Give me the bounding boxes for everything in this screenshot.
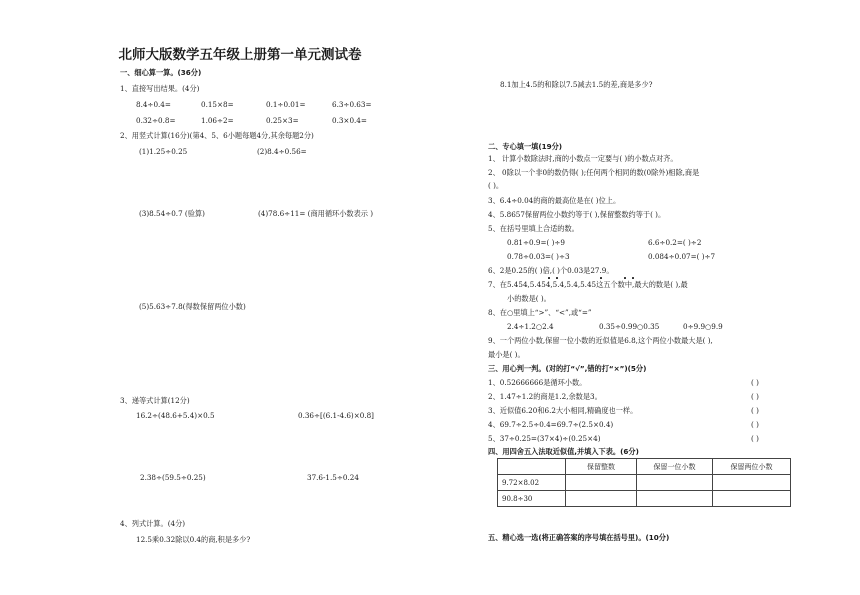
mental-calc-item: 0.3×0.4=	[332, 116, 367, 125]
approximation-table	[497, 458, 791, 507]
section-1-heading: 一、细心算一算。(36分)	[120, 68, 202, 77]
word-calc-item: 12.5乘0.32除以0.4的商,积是多少?	[136, 535, 251, 544]
repeat-dot	[632, 277, 634, 279]
compare-item: 0.35÷0.99○0.35	[599, 322, 660, 331]
judge-item: 3、近似值6.20和6.2大小相同,精确度也一样。	[488, 406, 638, 415]
section-2-heading: 二、专心填一填(19分)	[488, 142, 563, 151]
fill-question: 3、6.4÷0.04的商的最高位是在( )位上。	[488, 196, 621, 205]
fill-question: ( )。	[488, 181, 504, 190]
question-1-2: 2、用竖式计算(16分)(第4、5、6小题每题4分,其余每题2分)	[120, 131, 314, 140]
judge-item: 1、0.52666666是循环小数。	[488, 378, 587, 387]
vertical-calc-item: (1)1.25÷0.25	[139, 147, 188, 156]
fill-question: 4、5.8657保留两位小数约等于( ),保留整数约等于( )。	[488, 210, 666, 219]
fill-item: 0.81÷0.9=( )÷9	[507, 238, 565, 247]
judge-paren: ( )	[751, 406, 759, 415]
mental-calc-item: 0.1÷0.01=	[266, 100, 306, 109]
table-row-label: 90.8÷30	[498, 491, 566, 507]
judge-item: 5、37÷0.25=(37×4)÷(0.25×4)	[488, 434, 601, 443]
vertical-calc-item: (5)5.63÷7.8(得数保留两位小数)	[139, 302, 246, 311]
judge-paren: ( )	[751, 420, 759, 429]
answer-cell[interactable]	[637, 475, 713, 491]
fill-question: 7、在5.454,5.454,5.4,5.4,5.45这五个数中,最大的数是( ),最	[488, 280, 688, 289]
answer-cell[interactable]	[566, 475, 637, 491]
vertical-calc-item: (4)78.6÷11= (商用循环小数表示 )	[258, 209, 374, 218]
judge-item: 4、69.7÷2.5÷0.4=69.7÷(2.5×0.4)	[488, 420, 614, 429]
section-3-heading: 三、用心判一判。(对的打“√”,错的打“×”)(5分)	[488, 364, 647, 373]
repeat-dot	[556, 277, 558, 279]
answer-cell[interactable]	[713, 491, 791, 507]
section-4-heading: 四、用四舍五入法取近似值,并填入下表。(6分)	[488, 447, 639, 456]
mental-calc-item: 0.15×8=	[201, 100, 234, 109]
answer-cell[interactable]	[713, 475, 791, 491]
table-header-cell: 保留整数	[566, 459, 637, 475]
table-header-cell: 保留两位小数	[713, 459, 791, 475]
repeat-dot	[624, 277, 626, 279]
fill-question: 6、2是0.25的( )倍,( )个0.03是27.9。	[488, 266, 614, 275]
fill-question: 1、 计算小数除法时,商的小数点一定要与( )的小数点对齐。	[488, 154, 678, 163]
judge-paren: ( )	[751, 434, 759, 443]
vertical-calc-item: (3)8.54÷0.7 (验算)	[139, 209, 205, 218]
mental-calc-item: 1.06÷2=	[201, 116, 234, 125]
fill-question: 9、一个两位小数,保留一位小数的近似值是6.8,这个两位小数最大是( ),	[488, 336, 713, 345]
compare-item: 0÷9.9○9.9	[683, 322, 723, 331]
fill-question: 8、在○里填上“>”、“<”,或“=”	[488, 308, 592, 317]
fill-question: 最小是( )。	[488, 350, 525, 359]
answer-cell[interactable]	[566, 491, 637, 507]
stepwise-calc-item: 37.6-1.5÷0.24	[307, 473, 359, 482]
stepwise-calc-item: 0.36÷[(6.1-4.6)×0.8]	[298, 411, 374, 420]
repeat-dot	[548, 277, 550, 279]
page-title: 北师大版数学五年级上册第一单元测试卷	[118, 47, 362, 63]
word-calc-item: 8.1加上4.5的和除以7.5减去1.5的差,商是多少?	[500, 80, 653, 89]
fill-item: 0.084÷0.07=( )÷7	[648, 252, 716, 261]
question-1-4: 4、列式计算。(4分)	[120, 519, 186, 528]
table-row	[498, 475, 791, 491]
fill-item: 0.78÷0.03=( )÷3	[507, 252, 570, 261]
judge-item: 2、1.47÷1.2的商是1.2,余数是3。	[488, 392, 602, 401]
fill-question: 小的数是( )。	[507, 294, 551, 303]
fill-item: 6.6÷0.2=( )÷2	[648, 238, 702, 247]
compare-item: 2.4÷1.2○2.4	[507, 322, 554, 331]
question-1-1: 1、直接写出结果。(4分)	[120, 84, 200, 93]
fill-question: 2、 0除以一个非0的数仍得( );任何两个相同的数(0除外)相除,商是	[488, 168, 700, 177]
mental-calc-item: 0.32÷0.8=	[136, 116, 176, 125]
mental-calc-item: 6.3÷0.63=	[332, 100, 372, 109]
table-row	[498, 491, 791, 507]
answer-cell[interactable]	[637, 491, 713, 507]
mental-calc-item: 0.25×3=	[266, 116, 299, 125]
table-header-row	[498, 459, 791, 475]
mental-calc-item: 8.4÷0.4=	[136, 100, 171, 109]
stepwise-calc-item: 2.38÷(59.5÷0.25)	[140, 473, 206, 482]
table-header-cell: 保留一位小数	[637, 459, 713, 475]
question-1-3: 3、递等式计算(12分)	[120, 396, 190, 405]
judge-paren: ( )	[751, 378, 759, 387]
table-row-label: 9.72×8.02	[498, 475, 566, 491]
stepwise-calc-item: 16.2÷(48.6+5.4)×0.5	[136, 411, 215, 420]
section-5-heading: 五、精心选一选(将正确答案的序号填在括号里)。(10分)	[488, 533, 670, 542]
vertical-calc-item: (2)8.4÷0.56=	[257, 147, 307, 156]
fill-question: 5、在括号里填上合适的数。	[488, 224, 579, 233]
table-header-cell	[498, 459, 566, 475]
repeat-dot	[600, 277, 602, 279]
judge-paren: ( )	[751, 392, 759, 401]
